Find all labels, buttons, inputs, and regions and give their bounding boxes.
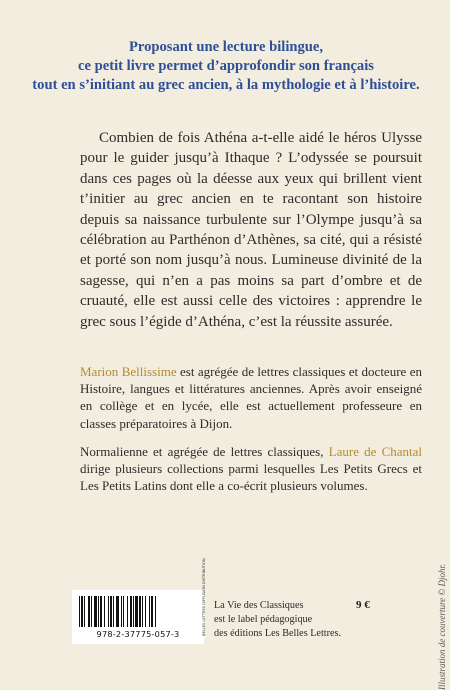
tagline [14,38,438,95]
bio-laure-de-chantal [80,443,422,495]
label-note-line-1: La Vie des Classiques [214,600,304,611]
author-name-laure: Laure de Chantal [328,443,423,459]
publisher-logo [193,558,206,638]
tagline-line-2: ce petit livre permet d’approfondir son français [78,58,374,74]
bio-marion-text: est agrégée de lettres classiques et docteure en Histoire, langues et littératures anciennes. Après avoir enseigné en collège et en lycée, elle est actuellement professeure en classes préparatoires à Dijon. [80,364,422,431]
blurb [80,128,422,332]
bio-marion-bellissime [80,363,422,432]
tagline-line-1: Proposant une lecture bilingue, [128,39,324,55]
isbn-number: 978-2-37775-057-3 [96,629,180,639]
bio-laure-before: Normalienne et agrégée de lettres classiques, [80,443,329,459]
label-note-line-3: des éditions Les Belles Lettres. [214,628,342,640]
barcode-icon [78,596,200,627]
blurb-paragraph: Combien de fois Athéna a-t-elle aidé le héros Ulysse pour le guider jusqu’à Ithaque ? L’odyssée se poursuit dans ces pages où la déesse aux yeux qui brillent vient t’initier au grec ancien en te racontant son histoire depuis sa naissance turbulente sur l’Olympe jusqu’à sa célébration au Parthénon d’Athènes, sa cité, qui a résisté et porté son nom jusqu’à nous. Lumineuse divinité de la sagesse, qui n’en a pas moins sa part d’ombre et de cruauté, elle est aussi celle des victoires : apprendre le grec sous l’égide d’Athéna, c’est la réussite assurée. [80,130,422,330]
tagline-line-3: tout en s’initiant au grec ancien, à la mythologie et à l’histoire. [32,77,420,93]
label-note-line-2: est le label pédagogique [214,614,313,626]
author-bios [80,363,422,505]
publisher-logo-text: BELLES LETTRES DIFFUSION DISTRIBUTION [202,558,206,636]
author-name-marion: Marion Bellissime [80,364,177,379]
bio-laure-after: dirige plusieurs collections parmi lesquelles Les Petits Grecs et Les Petits Latins dont elle a co-écrit plusieurs volumes. [80,461,422,494]
cover-illustration-credit: Illustration de couverture © Djohr. [437,563,447,690]
price: 9 € [356,599,370,611]
barcode-block [72,590,204,644]
